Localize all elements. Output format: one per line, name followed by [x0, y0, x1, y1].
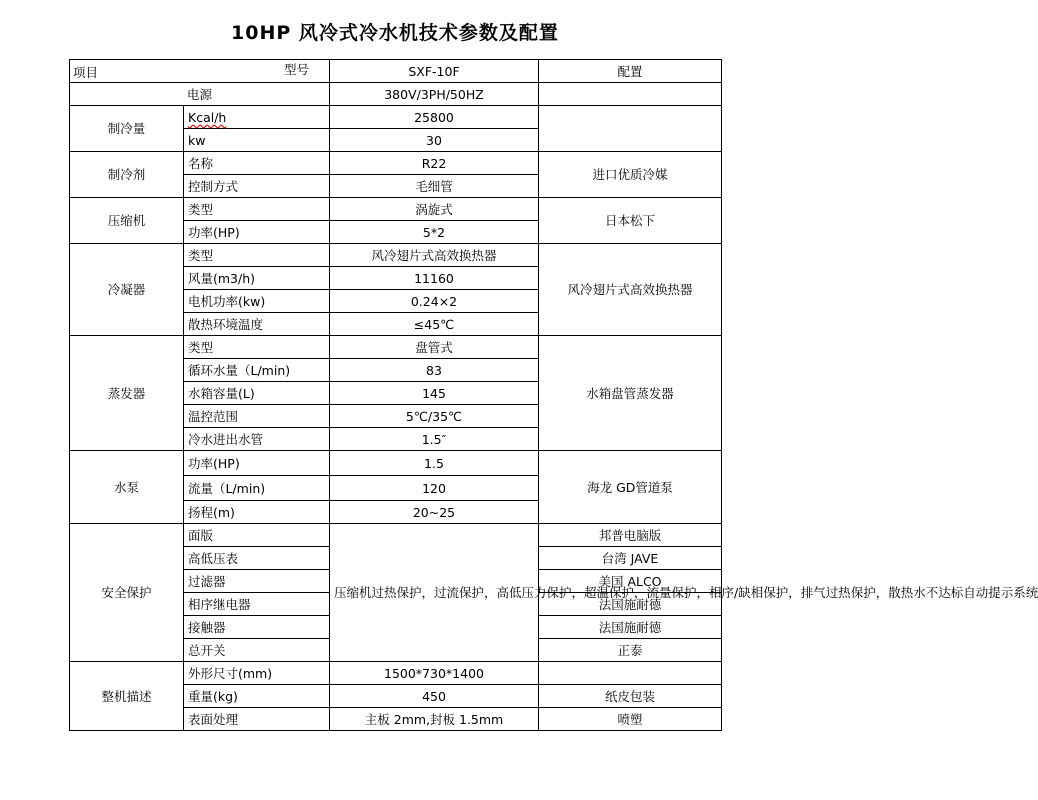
row-label: 类型	[184, 244, 330, 267]
row-value: 1500*730*1400	[330, 662, 539, 685]
table-row	[70, 662, 722, 685]
item-label: 项目	[73, 65, 99, 80]
row-value: 83	[330, 359, 539, 382]
compressor-group: 压缩机	[70, 198, 184, 244]
refrigerant-group: 制冷剂	[70, 152, 184, 198]
power-supply-value: 380V/3PH/50HZ	[330, 83, 539, 106]
row-value: 主板 2mm,封板 1.5mm	[330, 708, 539, 731]
compressor-config: 日本松下	[539, 198, 722, 244]
row-label: 类型	[184, 198, 330, 221]
pump-config: 海龙 GD管道泵	[539, 451, 722, 524]
row-label: 高低压表	[184, 547, 330, 570]
row-label: 过滤器	[184, 570, 330, 593]
row-label: 风量(m3/h)	[184, 267, 330, 290]
row-label: 扬程(m)	[184, 501, 330, 524]
row-label: 功率(HP)	[184, 451, 330, 476]
row-label: 面版	[184, 524, 330, 547]
row-config: 正泰	[539, 639, 722, 662]
pump-group: 水泵	[70, 451, 184, 524]
row-label: 总开关	[184, 639, 330, 662]
model-label: 型号	[283, 62, 309, 77]
row-label: 流量（L/min)	[184, 476, 330, 501]
row-config: 纸皮包装	[539, 685, 722, 708]
evaporator-group: 蒸发器	[70, 336, 184, 451]
row-label: Kcal/h	[188, 109, 227, 125]
row-config	[539, 662, 722, 685]
row-value: 5*2	[330, 221, 539, 244]
row-label: 控制方式	[184, 175, 330, 198]
row-value: 1.5	[330, 451, 539, 476]
row-value: 0.24×2	[330, 290, 539, 313]
row-label: 名称	[184, 152, 330, 175]
row-value: 毛细管	[330, 175, 539, 198]
row-config: 美国 ALCO	[539, 570, 722, 593]
power-supply-label: 电源	[70, 83, 330, 106]
row-value: 1.5″	[330, 428, 539, 451]
power-supply-config	[539, 83, 722, 106]
row-value: 450	[330, 685, 539, 708]
evaporator-config: 水箱盘管蒸发器	[539, 336, 722, 451]
page-title: 10HP 风冷式冷水机技术参数及配置	[231, 22, 559, 44]
spec-table	[69, 59, 1038, 731]
row-value: 145	[330, 382, 539, 405]
row-value: 20~25	[330, 501, 539, 524]
protection-group: 安全保护	[70, 524, 184, 662]
row-config: 邦普电脑版	[539, 524, 722, 547]
table-row	[70, 524, 722, 547]
refrigerant-config: 进口优质冷媒	[539, 152, 722, 198]
table-row	[70, 152, 722, 175]
row-label: 类型	[184, 336, 330, 359]
row-config: 法国施耐德	[539, 593, 722, 616]
table-row	[70, 451, 722, 476]
header-row	[70, 60, 722, 83]
row-label: 循环水量（L/min)	[184, 359, 330, 382]
row-label: kw	[184, 129, 330, 152]
cooling-capacity-group: 制冷量	[70, 106, 184, 152]
row-label: 表面处理	[184, 708, 330, 731]
row-label: 重量(kg)	[184, 685, 330, 708]
row-value: 25800	[330, 106, 539, 129]
row-value: 120	[330, 476, 539, 501]
row-label: 接触器	[184, 616, 330, 639]
row-config: 法国施耐德	[539, 616, 722, 639]
row-label: 水箱容量(L)	[184, 382, 330, 405]
row-label: 散热环境温度	[184, 313, 330, 336]
row-config: 喷塑	[539, 708, 722, 731]
cooling-capacity-config	[539, 106, 722, 152]
config-label: 配置	[539, 60, 722, 83]
row-value: ≤45℃	[330, 313, 539, 336]
row-value: 盘管式	[330, 336, 539, 359]
row-label: 冷水进出水管	[184, 428, 330, 451]
row-label: 外形尺寸(mm)	[184, 662, 330, 685]
table-row	[70, 244, 722, 267]
row-value: R22	[330, 152, 539, 175]
protection-description: 压缩机过热保护，过流保护，高低压力保护，超温保护，流量保护，相序/缺相保护，排气过热保护，散热水不达标自动提示系统	[330, 524, 539, 662]
table-row	[70, 336, 722, 359]
row-label: 电机功率(kw)	[184, 290, 330, 313]
table-row	[70, 83, 722, 106]
row-label: 功率(HP)	[184, 221, 330, 244]
row-value: 30	[330, 129, 539, 152]
condenser-config: 风冷翅片式高效换热器	[539, 244, 722, 336]
header-corner-cell	[70, 60, 330, 83]
table-row	[70, 106, 722, 129]
condenser-group: 冷凝器	[70, 244, 184, 336]
machine-group: 整机描述	[70, 662, 184, 731]
row-value: 风冷翅片式高效换热器	[330, 244, 539, 267]
row-label: 温控范围	[184, 405, 330, 428]
row-value: 5℃/35℃	[330, 405, 539, 428]
table-row	[70, 198, 722, 221]
row-value: 11160	[330, 267, 539, 290]
model-value: SXF-10F	[330, 60, 539, 83]
row-value: 涡旋式	[330, 198, 539, 221]
row-label: 相序继电器	[184, 593, 330, 616]
row-config: 台湾 JAVE	[539, 547, 722, 570]
